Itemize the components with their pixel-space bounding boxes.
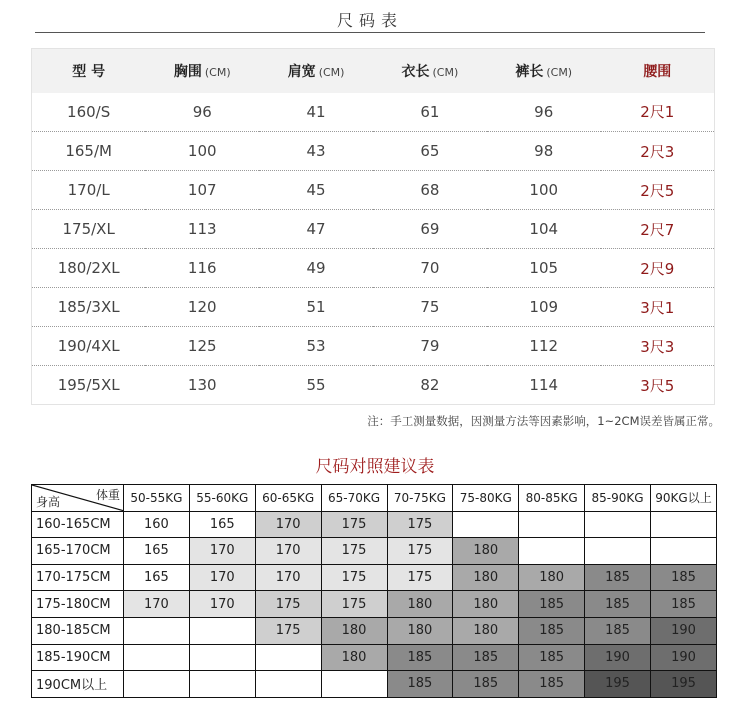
size-value-cell: 125 — [145, 327, 259, 366]
recommend-size-cell: 160 — [124, 511, 190, 538]
size-value-cell: 100 — [145, 132, 259, 171]
recommend-size-cell — [189, 617, 255, 644]
size-model-cell: 185/3XL — [32, 288, 146, 327]
recommend-size-cell: 180 — [453, 617, 519, 644]
recommend-size-cell: 185 — [585, 591, 651, 618]
size-header-unit: (CM) — [318, 65, 345, 79]
height-label-cell: 180-185CM — [32, 617, 124, 644]
recommend-row — [32, 564, 717, 591]
recommend-size-cell — [124, 617, 190, 644]
size-model-cell: 160/S — [32, 93, 146, 132]
weight-header-cell: 75-80KG — [453, 485, 519, 512]
size-value-cell: 120 — [145, 288, 259, 327]
recommend-size-cell: 195 — [651, 671, 717, 698]
size-value-cell: 3尺3 — [601, 327, 715, 366]
size-value-cell: 114 — [529, 376, 559, 394]
recommend-size-cell: 195 — [585, 671, 651, 698]
size-value-cell: 47 — [259, 210, 373, 249]
recommend-table — [31, 484, 717, 698]
size-value-cell: 2尺1 — [601, 93, 715, 132]
height-label-cell: 175-180CM — [32, 591, 124, 618]
recommend-size-cell: 175 — [321, 511, 387, 538]
weight-header-cell: 55-60KG — [189, 485, 255, 512]
size-header-label: 胸围 — [173, 63, 202, 80]
height-label-cell: 190CM以上 — [32, 671, 124, 698]
size-header-label: 衣长 — [401, 63, 430, 80]
measurement-note: 注：手工测量数据，因测量方法等因素影响，1~2CM误差皆属正常。 — [367, 414, 720, 428]
recommend-size-cell: 190 — [651, 644, 717, 671]
size-model-cell: 180/2XL — [32, 249, 146, 288]
recommend-size-cell: 175 — [321, 591, 387, 618]
size-value-cell: 2尺9 — [601, 249, 715, 288]
size-table-header — [32, 49, 715, 93]
size-header-unit: (CM) — [432, 65, 459, 79]
recommend-size-cell: 170 — [255, 564, 321, 591]
recommend-header-row — [32, 485, 717, 512]
size-value-cell: 107 — [145, 171, 259, 210]
size-value-cell: 109 — [487, 288, 601, 327]
recommend-row — [32, 591, 717, 618]
recommend-size-cell: 185 — [453, 671, 519, 698]
size-value-cell: 53 — [259, 327, 373, 366]
weight-header-cell: 70-75KG — [387, 485, 453, 512]
recommend-size-cell — [189, 671, 255, 698]
size-value-cell: 69 — [373, 210, 487, 249]
recommend-size-cell: 185 — [519, 644, 585, 671]
size-value-cell: 61 — [373, 93, 487, 132]
recommend-size-cell: 170 — [124, 591, 190, 618]
size-value-cell: 96 — [487, 93, 601, 132]
size-table — [31, 48, 715, 405]
size-value-cell: 3尺1 — [601, 288, 715, 327]
size-value-cell: 45 — [259, 171, 373, 210]
recommend-size-cell: 165 — [189, 511, 255, 538]
recommend-size-cell: 185 — [453, 644, 519, 671]
recommend-size-cell: 180 — [453, 538, 519, 565]
size-row — [32, 93, 715, 132]
recommend-size-cell: 185 — [519, 617, 585, 644]
size-value-cell: 112 — [487, 327, 601, 366]
recommend-size-cell: 190 — [585, 644, 651, 671]
recommend-size-cell: 165 — [124, 538, 190, 565]
recommend-size-cell: 170 — [255, 538, 321, 565]
recommend-size-cell: 180 — [387, 617, 453, 644]
recommend-size-cell: 170 — [255, 511, 321, 538]
size-model-cell: 190/4XL — [32, 327, 146, 366]
size-header-label: 裤长 — [515, 63, 544, 80]
size-value-cell: 96 — [145, 93, 259, 132]
size-value-cell: 79 — [373, 327, 487, 366]
size-row — [32, 171, 715, 210]
recommend-size-cell — [519, 538, 585, 565]
recommend-row — [32, 538, 717, 565]
page-title-bar — [35, 0, 705, 36]
size-value-cell: 130 — [187, 376, 217, 394]
recommend-row — [32, 511, 717, 538]
recommend-size-cell — [124, 671, 190, 698]
size-value-cell: 100 — [487, 171, 601, 210]
recommend-size-cell — [124, 644, 190, 671]
recommend-size-cell: 180 — [453, 564, 519, 591]
size-value-cell: 3尺5 — [640, 376, 675, 395]
recommend-size-cell — [585, 538, 651, 565]
size-row — [32, 288, 715, 327]
weight-header-cell: 85-90KG — [585, 485, 651, 512]
recommend-size-cell: 175 — [387, 564, 453, 591]
size-header-label: 型 号 — [72, 63, 106, 80]
height-label-cell: 170-175CM — [32, 564, 124, 591]
size-header-cell — [259, 49, 373, 93]
size-row — [32, 249, 715, 288]
size-value-cell: 51 — [259, 288, 373, 327]
recommend-size-cell: 180 — [519, 564, 585, 591]
size-value-cell: 43 — [259, 132, 373, 171]
size-value-cell: 2尺5 — [601, 171, 715, 210]
weight-header-cell: 50-55KG — [124, 485, 190, 512]
recommend-size-cell — [519, 511, 585, 538]
size-header-cell — [32, 49, 146, 93]
corner-height-label: 身高 — [36, 494, 61, 509]
weight-header-cell: 60-65KG — [255, 485, 321, 512]
title-divider — [35, 32, 705, 33]
recommend-size-cell — [651, 538, 717, 565]
size-value-cell: 105 — [487, 249, 601, 288]
size-value-cell: 41 — [259, 93, 373, 132]
weight-header-cell: 90KG以上 — [651, 485, 717, 512]
weight-header-cell: 65-70KG — [321, 485, 387, 512]
size-header-cell — [601, 49, 715, 93]
size-value-cell: 104 — [487, 210, 601, 249]
recommend-size-cell: 175 — [255, 617, 321, 644]
recommend-size-cell — [585, 511, 651, 538]
size-value-cell: 113 — [145, 210, 259, 249]
size-row — [32, 210, 715, 249]
recommend-size-cell — [321, 671, 387, 698]
recommend-row — [32, 617, 717, 644]
size-table-body — [32, 93, 715, 405]
size-value-cell: 49 — [259, 249, 373, 288]
page-title: 尺码表 — [336, 11, 403, 30]
recommend-title: 尺码对照建议表 — [315, 457, 435, 477]
recommend-size-cell: 175 — [321, 538, 387, 565]
size-header-cell — [373, 49, 487, 93]
recommend-size-cell: 175 — [255, 591, 321, 618]
size-value-cell: 70 — [373, 249, 487, 288]
recommend-table-body — [32, 511, 717, 697]
recommend-size-cell: 180 — [321, 644, 387, 671]
size-row — [32, 366, 715, 405]
recommend-size-cell: 190 — [651, 617, 717, 644]
recommend-size-cell: 175 — [387, 511, 453, 538]
size-value-cell: 68 — [373, 171, 487, 210]
recommend-size-cell: 170 — [189, 538, 255, 565]
size-model-cell: 165/M — [32, 132, 146, 171]
recommend-size-cell — [255, 671, 321, 698]
corner-weight-label: 体重 — [95, 488, 120, 502]
size-header-unit: (CM) — [546, 65, 573, 79]
height-label-cell: 160-165CM — [32, 511, 124, 538]
height-label-cell: 165-170CM — [32, 538, 124, 565]
size-value-cell: 75 — [373, 288, 487, 327]
recommend-size-cell: 170 — [189, 564, 255, 591]
recommend-size-cell: 185 — [585, 564, 651, 591]
size-row — [32, 132, 715, 171]
size-model-cell: 175/XL — [32, 210, 146, 249]
corner-cell — [32, 485, 124, 512]
size-header-unit: (CM) — [204, 65, 231, 79]
size-value-cell: 65 — [373, 132, 487, 171]
size-value-cell: 82 — [420, 376, 440, 394]
recommend-size-cell — [255, 644, 321, 671]
recommend-size-cell — [453, 511, 519, 538]
recommend-size-cell: 165 — [124, 564, 190, 591]
size-header-label: 腰围 — [643, 63, 672, 80]
size-header-cell — [145, 49, 259, 93]
recommend-size-cell — [189, 644, 255, 671]
recommend-size-cell: 180 — [321, 617, 387, 644]
size-model-cell: 170/L — [32, 171, 146, 210]
recommend-size-cell: 185 — [585, 617, 651, 644]
recommend-size-cell: 185 — [387, 671, 453, 698]
recommend-size-cell — [651, 511, 717, 538]
recommend-size-cell: 170 — [189, 591, 255, 618]
size-value-cell: 98 — [487, 132, 601, 171]
height-label-cell: 185-190CM — [32, 644, 124, 671]
size-row — [32, 327, 715, 366]
recommend-size-cell: 185 — [651, 564, 717, 591]
recommend-size-cell: 185 — [387, 644, 453, 671]
size-header-label: 肩宽 — [287, 63, 316, 80]
size-model-cell: 195/5XL — [57, 376, 120, 394]
recommend-size-cell: 180 — [453, 591, 519, 618]
size-value-cell: 116 — [145, 249, 259, 288]
size-value-cell: 55 — [306, 376, 326, 394]
size-value-cell: 2尺7 — [601, 210, 715, 249]
recommend-size-cell: 175 — [321, 564, 387, 591]
recommend-size-cell: 185 — [651, 591, 717, 618]
weight-header-cell: 80-85KG — [519, 485, 585, 512]
recommend-row — [32, 671, 717, 698]
recommend-size-cell: 180 — [387, 591, 453, 618]
recommend-size-cell: 185 — [519, 671, 585, 698]
recommend-size-cell: 175 — [387, 538, 453, 565]
recommend-size-cell: 185 — [519, 591, 585, 618]
recommend-row — [32, 644, 717, 671]
size-value-cell: 2尺3 — [601, 132, 715, 171]
size-header-cell — [487, 49, 601, 93]
